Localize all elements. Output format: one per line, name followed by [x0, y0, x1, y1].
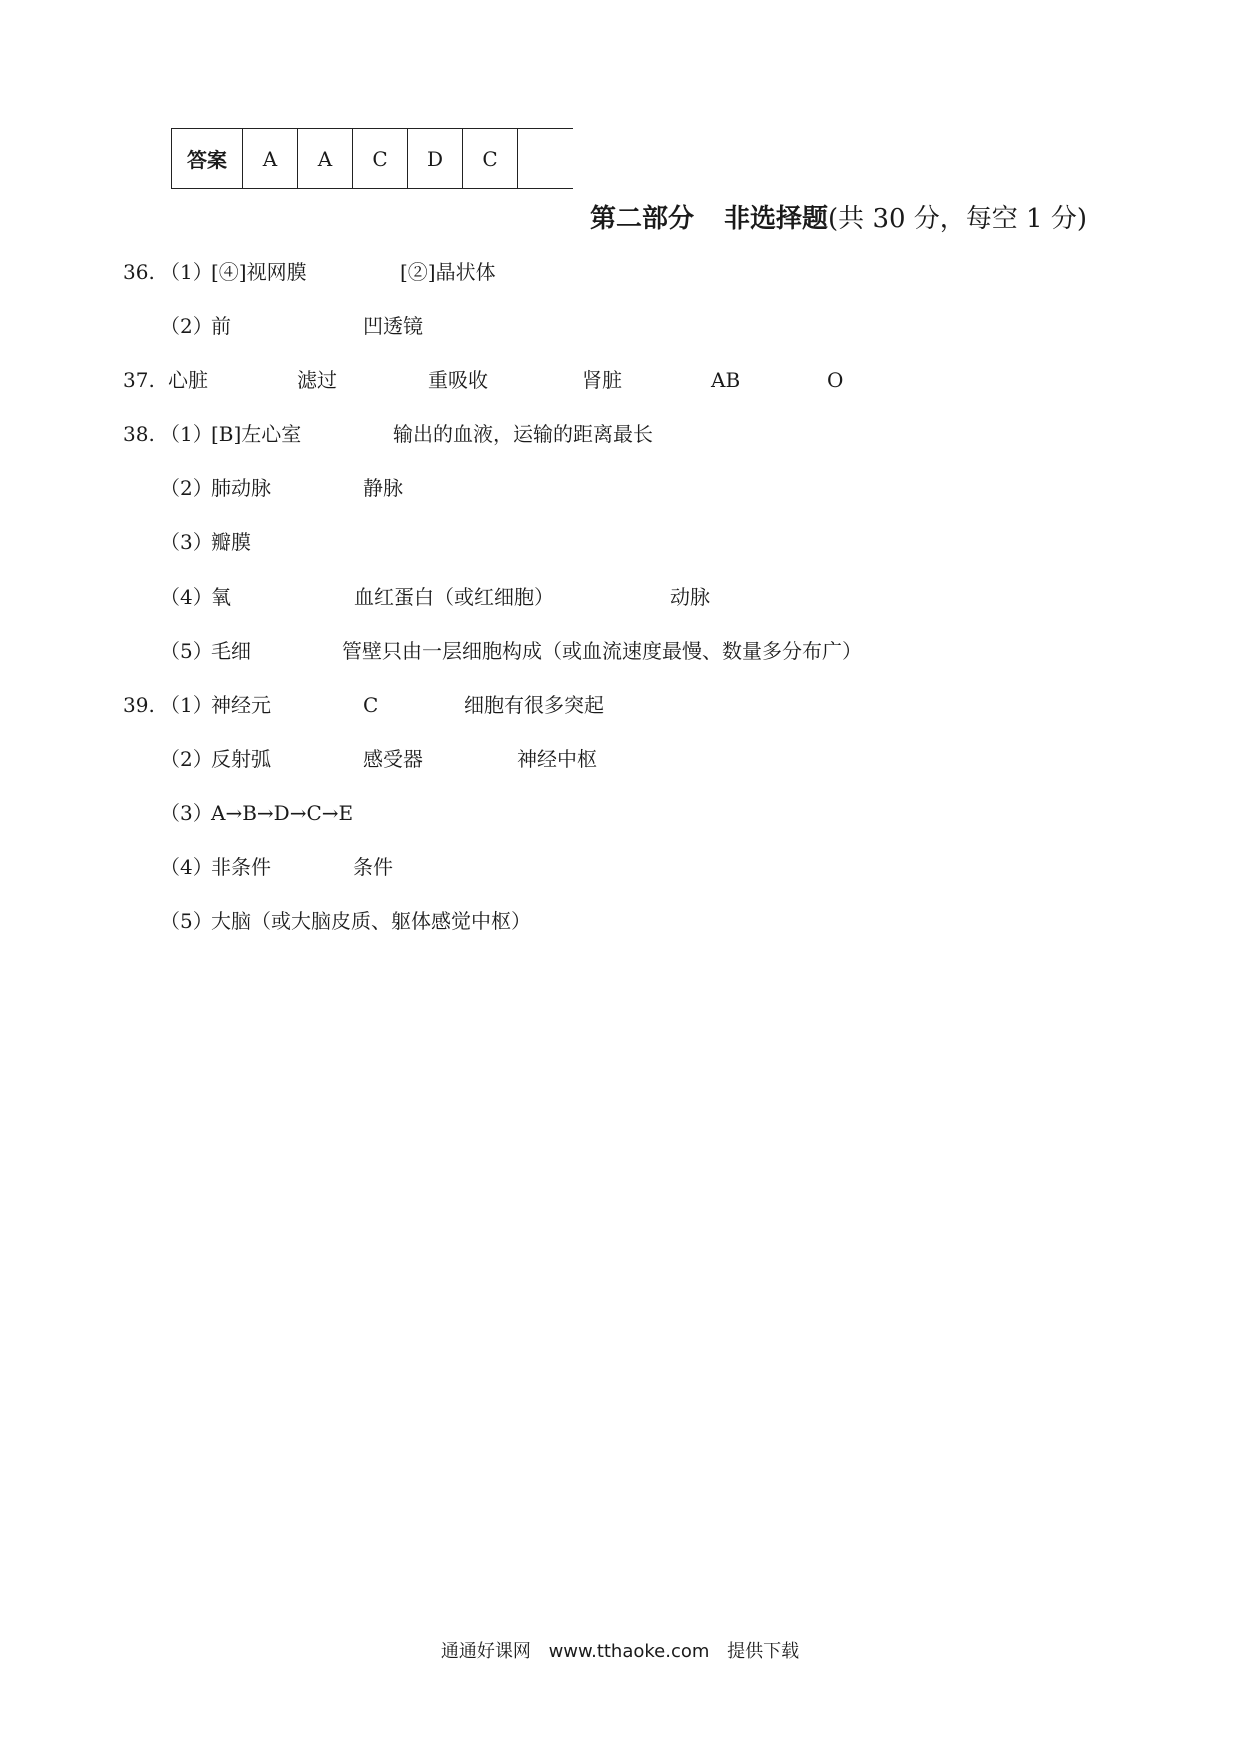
answer-text: 心脏 [168, 368, 208, 392]
answer-text: 滤过 [297, 368, 337, 392]
answer-text: 神经元 [211, 693, 271, 717]
footer-site-name: 通通好课网 [440, 1641, 531, 1662]
section-heading [590, 198, 1087, 235]
answer-text: 凹透镜 [363, 314, 423, 338]
section-title: 第二部分 [590, 204, 695, 234]
answer-cell: C [353, 129, 408, 189]
answer-cell: D [408, 129, 463, 189]
answer-text: 血红蛋白（或红细胞） [354, 585, 554, 609]
answer-text: 静脉 [363, 476, 403, 500]
section-subtitle-bold: 非选择题 [724, 204, 829, 234]
answer-row [172, 129, 573, 189]
answer-text: 输出的血液，运输的距离最长 [393, 422, 653, 446]
answer-text: 反射弧 [211, 747, 271, 771]
answer-text: 肺动脉 [211, 476, 271, 500]
answer-text: 大脑（或大脑皮质、躯体感觉中枢） [211, 909, 531, 933]
answer-text: AB [711, 368, 741, 392]
page-footer [0, 1637, 1240, 1663]
answer-text: C [363, 693, 379, 717]
section-subtitle-rest: (共 30 分，每空 1 分) [828, 204, 1088, 234]
part-marker: （5） [160, 639, 213, 663]
part-marker: （2） [160, 314, 213, 338]
answer-text: A→B→D→C→E [211, 801, 354, 825]
part-marker: （3） [160, 801, 213, 825]
question-number: 38. [123, 422, 155, 446]
part-marker: （5） [160, 909, 213, 933]
answer-text: 前 [211, 314, 231, 338]
question-number: 39. [123, 693, 155, 717]
part-marker: （1） [160, 260, 213, 284]
part-marker: （1） [160, 693, 213, 717]
answer-text: 动脉 [670, 585, 710, 609]
answer-text: O [827, 368, 844, 392]
answer-cell: C [463, 129, 518, 189]
answer-text: 感受器 [363, 747, 423, 771]
part-marker: （4） [160, 855, 213, 879]
answer-text: [B]左心室 [211, 422, 302, 446]
answer-text: 非条件 [211, 855, 271, 879]
footer-url: www.tthaoke.com [548, 1641, 710, 1662]
answer-text: 氧 [211, 585, 231, 609]
answer-cell: A [243, 129, 298, 189]
answer-text: [②]晶状体 [400, 260, 496, 284]
question-number: 37. [123, 368, 155, 392]
part-marker: （3） [160, 530, 213, 554]
answer-text: [④]视网膜 [211, 260, 307, 284]
part-marker: （1） [160, 422, 213, 446]
question-number: 36. [123, 260, 155, 284]
part-marker: （2） [160, 476, 213, 500]
part-marker: （4） [160, 585, 213, 609]
answer-text: 重吸收 [428, 368, 488, 392]
answer-text: 瓣膜 [211, 530, 251, 554]
answer-label: 答案 [172, 129, 243, 189]
footer-suffix: 提供下载 [727, 1641, 800, 1662]
answer-cell-empty [518, 129, 573, 189]
answer-text: 管壁只由一层细胞构成（或血流速度最慢、数量多分布广） [342, 639, 862, 663]
answer-text: 肾脏 [582, 368, 622, 392]
answer-text: 神经中枢 [517, 747, 597, 771]
answer-text: 条件 [353, 855, 393, 879]
answer-text: 细胞有很多突起 [464, 693, 604, 717]
part-marker: （2） [160, 747, 213, 771]
answer-cell: A [298, 129, 353, 189]
answer-text: 毛细 [211, 639, 251, 663]
answer-table [171, 128, 573, 189]
